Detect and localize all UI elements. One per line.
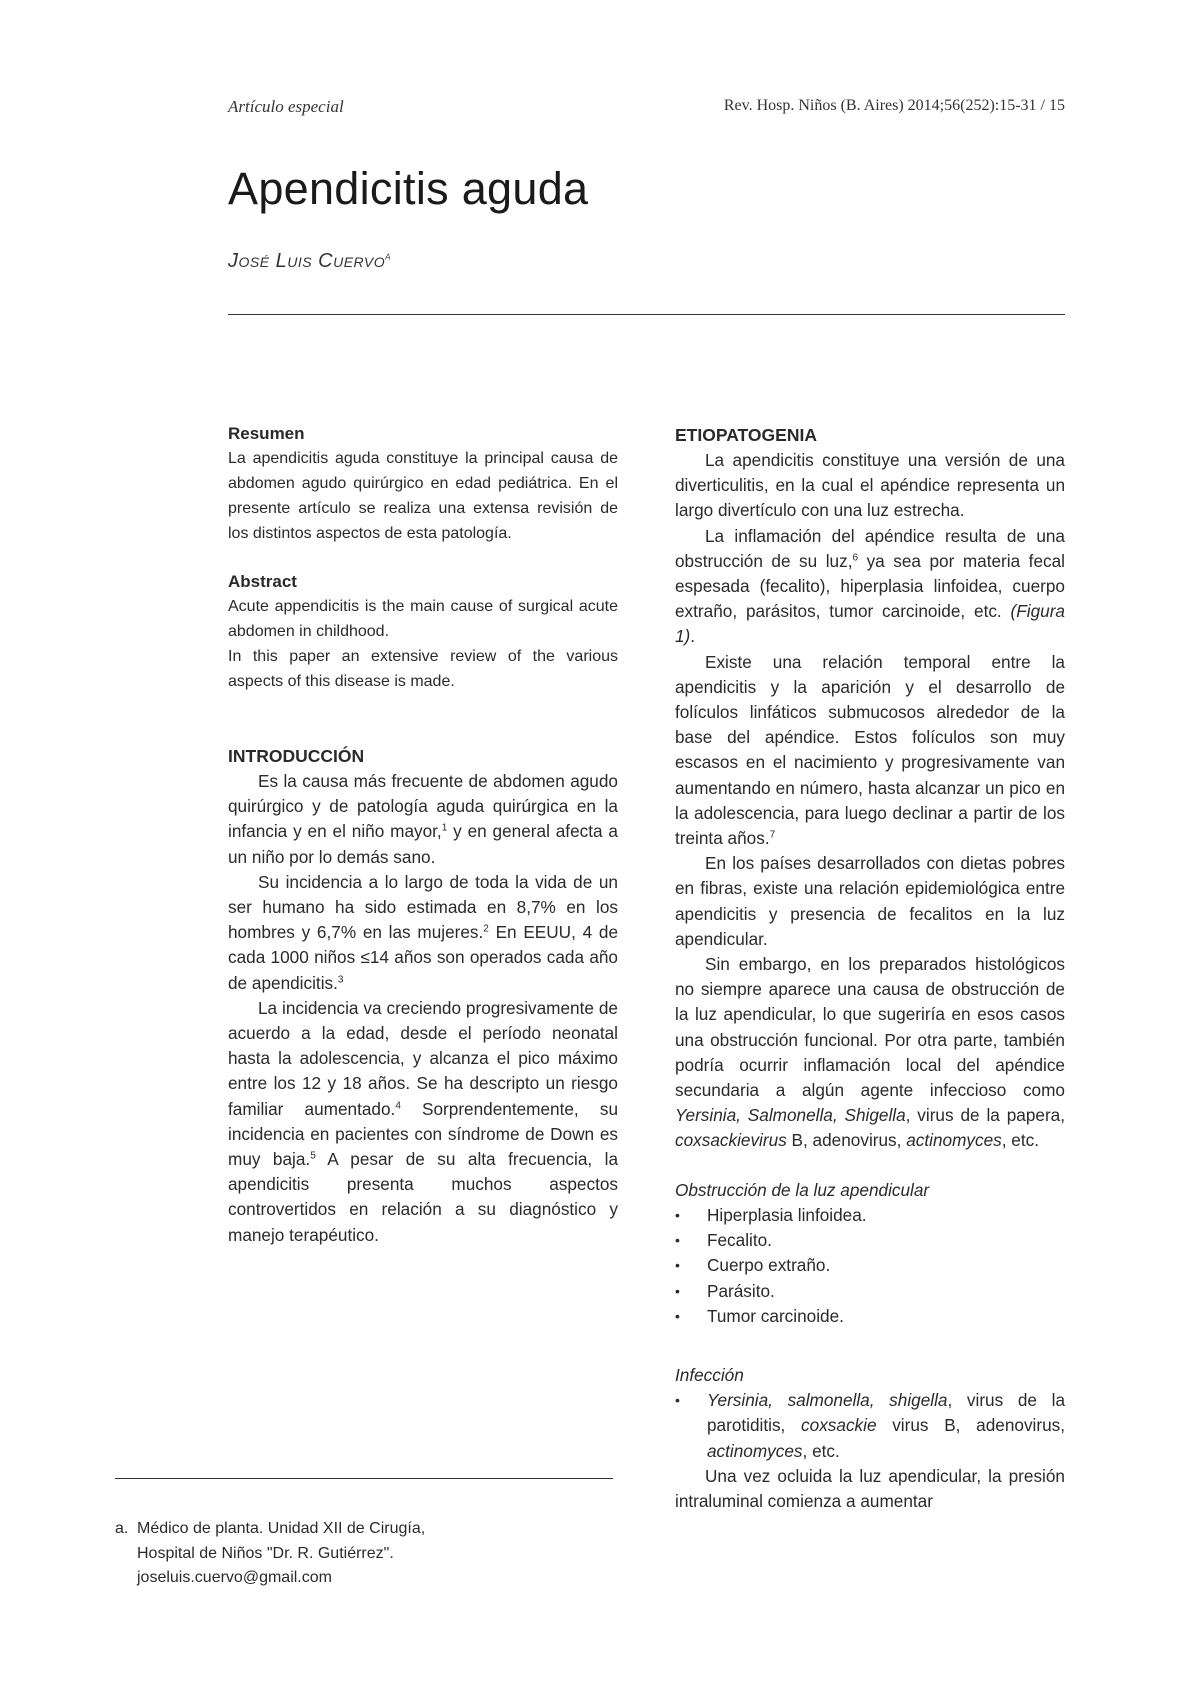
article-title: Apendicitis aguda xyxy=(228,163,589,214)
etio-paragraph-3: Existe una relación temporal entre la apendicitis y la aparición y el desarrollo de folículos linfáticos submucosos alrededor de la base del apéndice. Estos folículos son muy escasos en el nacimiento y progresivamente van aumentando en número, hasta alcanzar un pico en la adolescencia, para luego declinar a partir de los treinta años.$^7$ xyxy=(675,651,1065,849)
etio-paragraph-5: Sin embargo, en los preparados histológicos no siempre aparece una causa de obstrucción de la luz apendicular, lo que sugeriría en esos casos una obstrucción funcional. Por otra parte, también podría ocurrir inflamación local del apéndice secundaria a algún agente infeccioso como Yersinia, Salmonella, Shigella, virus de la papera, coxsackievirus B, adenovirus, actinomyces, etc. xyxy=(675,954,1065,1151)
introduccion-heading: INTRODUCCIÓN xyxy=(228,746,365,766)
author-affiliation-mark: a xyxy=(385,250,391,263)
list-item: • Tumor carcinoide. xyxy=(675,1304,1065,1329)
list-item: • Fecalito. xyxy=(675,1228,1065,1253)
abstract-text-2: In this paper an extensive review of the various aspects of this disease is made. xyxy=(228,648,618,690)
etio-paragraph-2: La inflamación del apéndice resulta de una obstrucción de su luz,$^6$ ya sea por materia fecal espesada (fecalito), hiperplasia linfoidea, cuerpo extraño, parásitos, tumor carcinoide, etc. (Figura 1). xyxy=(675,525,1065,647)
author-email[interactable]: joseluis.cuervo@gmail.com xyxy=(137,1569,332,1586)
list-item: • Hiperplasia linfoidea. xyxy=(675,1203,1065,1228)
footnote-mark: a. xyxy=(115,1520,129,1537)
etio-paragraph-6: Una vez ocluida la luz apendicular, la presión intraluminal comienza a aumentar xyxy=(675,1465,1065,1511)
list-item: • Cuerpo extraño. xyxy=(675,1253,1065,1278)
obstruccion-subheading: Obstrucción de la luz apendicular xyxy=(675,1179,930,1200)
list-item: • Parásito. xyxy=(675,1279,1065,1304)
footnote-divider xyxy=(115,1478,613,1479)
affiliation-footnote xyxy=(115,1517,555,1591)
right-column xyxy=(675,422,1065,1514)
article-type-label: Artículo especial xyxy=(228,97,344,116)
journal-citation: Rev. Hosp. Niños (B. Aires) 2014;56(252):15-31 / 15 xyxy=(723,97,1065,114)
footnote-line-1: Médico de planta. Unidad XII de Cirugía, xyxy=(137,1520,426,1537)
obstruccion-list xyxy=(675,1203,1065,1329)
intro-paragraph-3: La incidencia va creciendo progresivamente de acuerdo a la edad, desde el período neonatal hasta la adolescencia, y alcanza el pico máximo entre los 12 y 18 años. Se ha descripto un riesgo familiar aumentado.$^4$ Sorprendentemente, su incidencia en pacientes con síndrome de Down es muy baja.$^5$ A pesar de su alta frecuencia, la apendicitis presenta muchos aspectos controvertidos en relación a su diagnóstico y manejo terapéutico. xyxy=(228,997,618,1245)
etio-paragraph-4: En los países desarrollados con dietas pobres en fibras, existe una relación epidemiológica entre apendicitis y presencia de fecalitos en la luz apendicular. xyxy=(675,853,1065,949)
resumen-text: La apendicitis aguda constituye la principal causa de abdomen agudo quirúrgico en edad pediátrica. En el presente artículo se realiza una extensa revisión de los distintos aspectos de esta patología. xyxy=(228,450,618,542)
left-column xyxy=(228,422,618,1248)
title-divider xyxy=(228,314,1065,315)
footnote-line-2: Hospital de Niños "Dr. R. Gutiérrez". xyxy=(137,1544,394,1562)
resumen-heading: Resumen xyxy=(228,424,305,443)
etiopatogenia-heading: ETIOPATOGENIA xyxy=(675,425,817,445)
intro-paragraph-2: Su incidencia a lo largo de toda la vida de un ser humano ha sido estimada en 8,7% en los hombres y 6,7% en las mujeres.$^2$ En EEUU, 4 de cada 1000 niños ≤14 años son operados cada año de apendicitis.$^3$ xyxy=(228,871,619,993)
author-name: José Luis Cuervo xyxy=(228,250,386,272)
infeccion-list xyxy=(675,1388,1065,1464)
abstract-text-1: Acute appendicitis is the main cause of surgical acute abdomen in childhood. xyxy=(228,598,618,640)
infeccion-subheading: Infección xyxy=(675,1364,744,1385)
abstract-heading: Abstract xyxy=(228,572,297,591)
etio-paragraph-1: La apendicitis constituye una versión de una diverticulitis, en la cual el apéndice representa un largo divertículo con una luz estrecha. xyxy=(675,450,1065,521)
intro-paragraph-1: Es la causa más frecuente de abdomen agudo quirúrgico y de patología aguda quirúrgica en la infancia y en el niño mayor,$^1$ y en general afecta a un niño por lo demás sano. xyxy=(228,771,618,867)
list-item: • Yersinia, salmonella, shigella, virus de la parotiditis, coxsackie virus B, adenovirus, actinomyces, etc. xyxy=(675,1388,1065,1464)
figure-reference-link[interactable]: (Figura 1) xyxy=(675,601,1065,647)
author-line xyxy=(228,250,391,273)
